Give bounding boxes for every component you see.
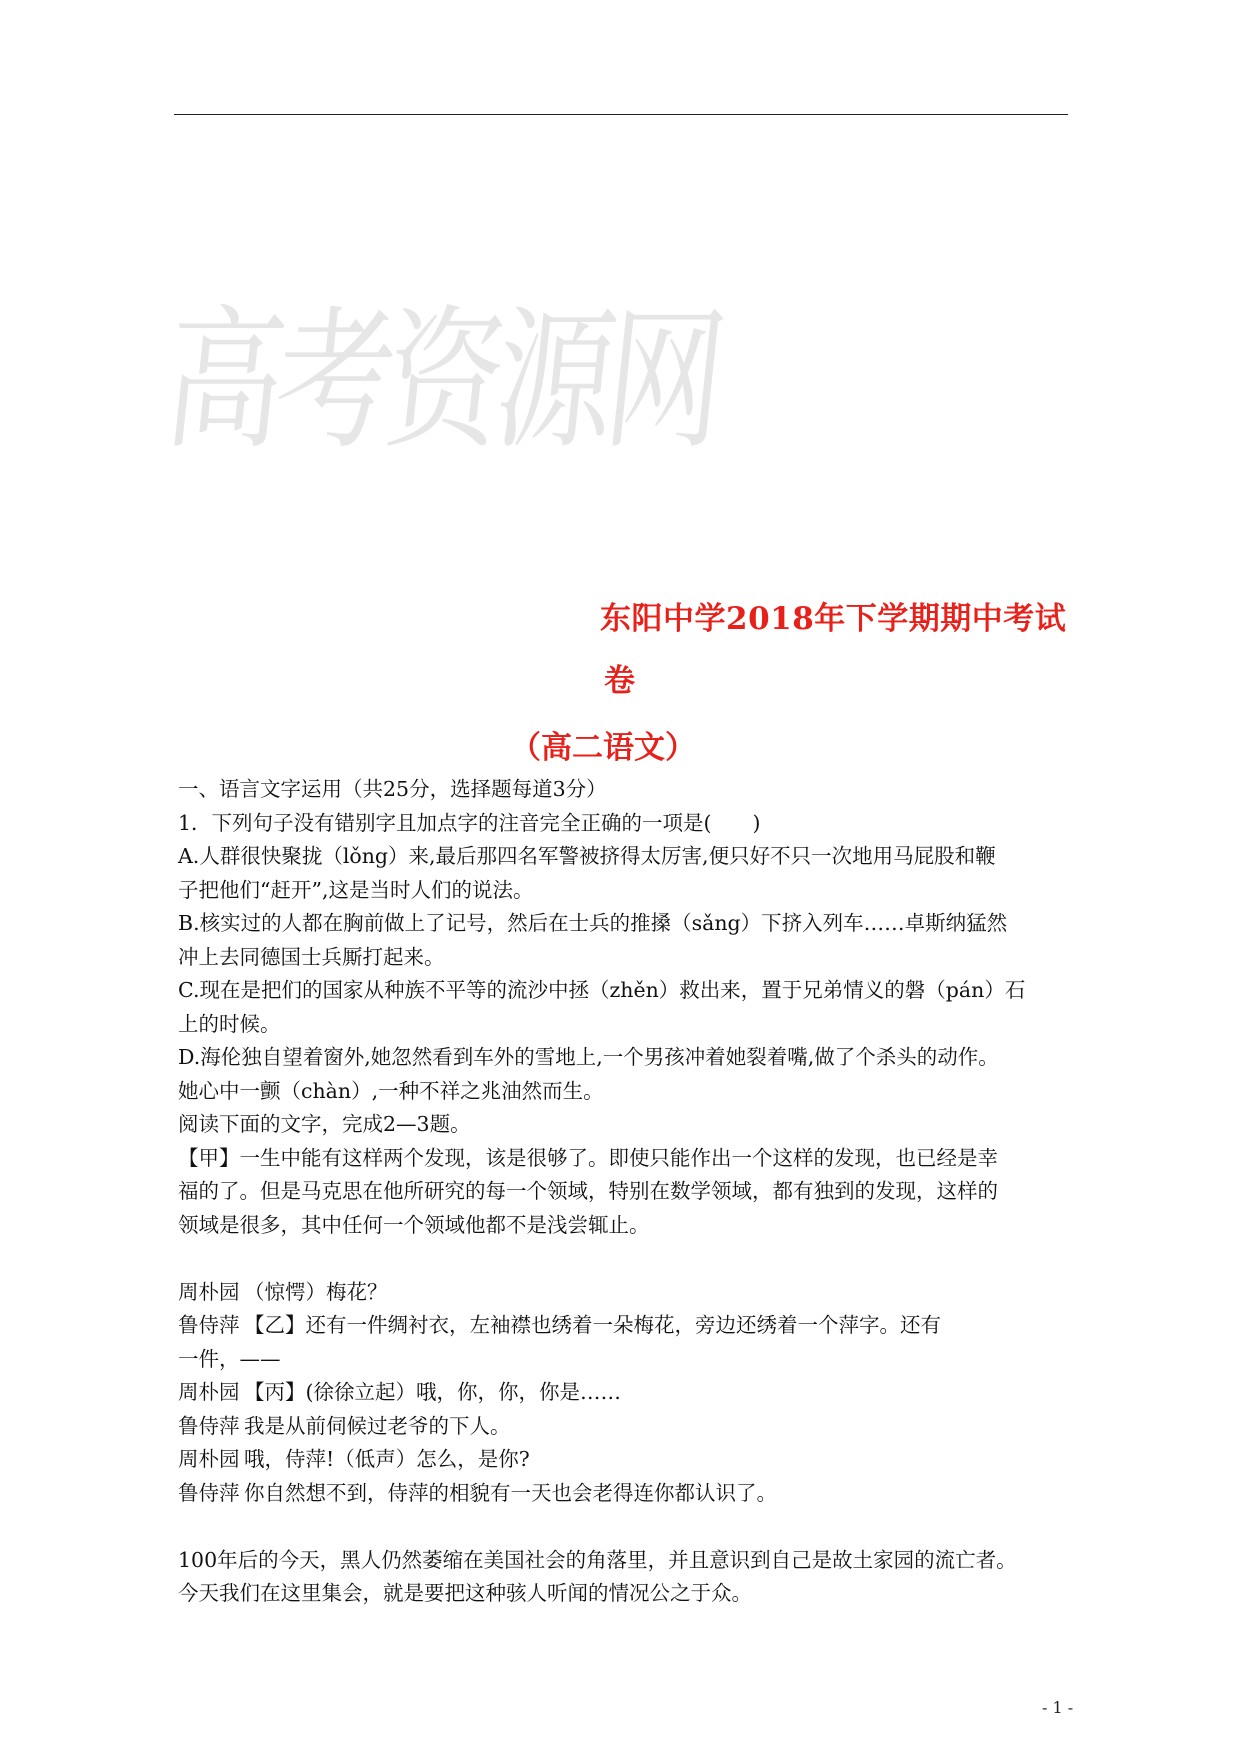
option-a-line2: 子把他们“赶开”,这是当时人们的说法。 <box>178 877 534 902</box>
reading-intro: 阅读下面的文字，完成2—3题。 <box>178 1112 471 1136</box>
exam-body <box>178 773 1068 1611</box>
exam-subject: （高二语文） <box>510 730 696 766</box>
watermark: 高考资源网 <box>157 290 726 471</box>
speaker: 周朴园 <box>178 1447 240 1471</box>
dialogue-line <box>178 1443 1068 1477</box>
header-rule <box>174 114 1068 115</box>
speech: 我是从前伺候过老爷的下人。 <box>244 1413 511 1438</box>
speaker: 鲁侍萍 <box>178 1313 240 1337</box>
option-d-line2: 她心中一颤（chàn）,一种不祥之兆油然而生。 <box>178 1078 604 1103</box>
option-d-line1: D.海伦独自望着窗外,她忽然看到车外的雪地上,一个男孩冲着她裂着嘴,做了个杀头的动作。 <box>178 1045 999 1069</box>
exam-title-line2: 卷 <box>604 663 635 699</box>
option-c-line1: C.现在是把们的国家从种族不平等的流沙中拯（zhěn）救出来，置于兄弟情义的磐（pán）石 <box>178 978 1026 1002</box>
speech: 哦，侍萍!（低声）怎么，是你? <box>244 1447 530 1471</box>
dialogue-line <box>178 1477 1068 1511</box>
option-b-line2: 冲上去同德国士兵厮打起来。 <box>178 944 445 969</box>
speaker: 周朴园 <box>178 1380 240 1404</box>
section-heading: 一、语言文字运用（共25分，选择题每道3分） <box>178 777 607 801</box>
passage-last-line2: 今天我们在这里集会，就是要把这种骇人听闻的情况公之于众。 <box>178 1581 752 1605</box>
option-a-line1: A.人群很快聚拢（lǒng）来,最后那四名军警被挤得太厉害,便只好不只一次地用马屁股和鞭 <box>178 844 996 868</box>
speech: （惊愕）梅花？ <box>244 1279 388 1304</box>
dialogue-line <box>178 1309 1068 1343</box>
question-1-stem: 1．下列句子没有错别字且加点字的注音完全正确的一项是( ) <box>178 810 761 835</box>
dialogue-line <box>178 1343 1068 1377</box>
speaker: 周朴园 <box>178 1279 240 1304</box>
speaker: 鲁侍萍 <box>178 1413 240 1438</box>
spacer <box>178 1242 1068 1276</box>
dialogue-line <box>178 1276 1068 1310</box>
option-c-line2: 上的时候。 <box>178 1011 281 1036</box>
spacer <box>178 1510 1068 1544</box>
speech: 你自然想不到，侍萍的相貌有一天也会老得连你都认识了。 <box>244 1480 777 1505</box>
passage-jia-line2: 福的了。但是马克思在他所研究的每一个领域，特别在数学领域，都有独到的发现，这样的 <box>178 1179 998 1203</box>
option-b-line1: B.核实过的人都在胸前做上了记号，然后在士兵的推搡（sǎng）下挤入列车……卓斯纳猛然 <box>178 911 1008 935</box>
page-number: - 1 - <box>1042 1698 1074 1717</box>
speaker: 鲁侍萍 <box>178 1480 240 1505</box>
speech: 【乙】还有一件绸衬衣，左袖襟也绣着一朵梅花，旁边还绣着一个萍字。还有 <box>244 1313 941 1337</box>
passage-last-line1: 100年后的今天，黑人仍然萎缩在美国社会的角落里，并且意识到自己是故土家园的流亡者。 <box>178 1547 1017 1572</box>
speech: 一件，—— <box>178 1346 281 1371</box>
passage-jia-line1: 【甲】一生中能有这样两个发现，该是很够了。即使只能作出一个这样的发现，也已经是幸 <box>178 1145 998 1170</box>
passage-jia-line3: 领域是很多，其中任何一个领域他都不是浅尝辄止。 <box>178 1212 650 1237</box>
dialogue-line <box>178 1376 1068 1410</box>
exam-title-line1: 东阳中学2018年下学期期中考试 <box>600 601 1067 637</box>
speech: 【丙】(徐徐立起）哦，你，你，你是…… <box>244 1380 621 1404</box>
dialogue-line <box>178 1410 1068 1444</box>
